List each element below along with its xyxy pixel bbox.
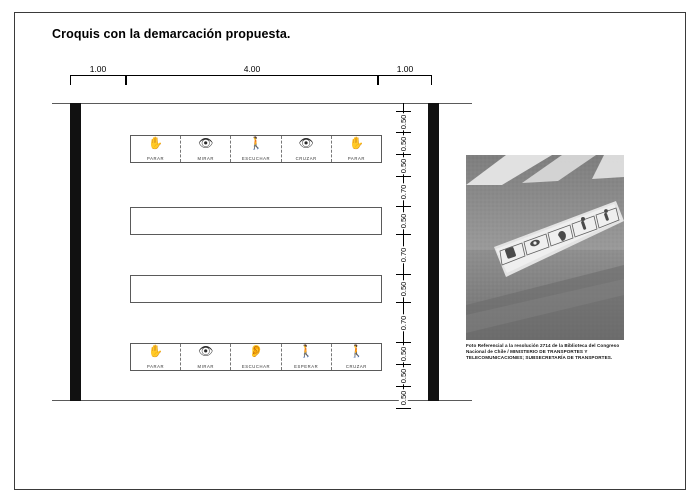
dimension-label [392,315,414,331]
dimension-value: 0.50 [398,368,408,384]
dimension-line [70,75,126,76]
pictogram-cell [181,136,231,162]
dimension-tick [396,408,411,409]
dimension-line [126,75,378,76]
dimension-segment [378,62,432,88]
kerb-right [428,103,439,401]
pictogram-cell [332,344,381,370]
pictogram-word: PARAR [147,364,165,369]
ear-listen-icon: 👂 [248,344,264,358]
pictogram-cell [282,344,332,370]
dimension-segment [392,387,414,409]
dimension-value: 0.70 [398,315,408,331]
pictogram-cell [332,136,381,162]
dimension-value: 0.50 [398,158,408,174]
dimension-value: 0.50 [398,281,408,297]
vertical-dimension-chain [392,103,414,406]
dimension-label [392,158,414,174]
pedestrian-cross-icon: 🚶 [348,344,364,358]
pedestrian-wait-icon: 🚶 [298,344,314,358]
eye-look-icon: 👁 [198,136,214,150]
pictogram-word: CRUZAR [295,156,317,161]
dimension-tick [396,111,411,112]
pictogram-word: ESCUCHAR [241,156,271,161]
pictogram-word: ESPERAR [294,364,319,369]
pedestrian-icon: 🚶 [248,136,264,150]
dimension-segment [392,275,414,303]
dimension-label [392,114,414,130]
dimension-segment [392,207,414,235]
dimension-segment [70,62,126,88]
dimension-value: 4.00 [241,64,264,75]
dimension-value: 1.00 [87,64,110,75]
pictogram-row [131,136,381,162]
dimension-value: 0.50 [398,390,408,406]
page-title: Croquis con la demarcación propuesta. [52,27,291,41]
dimension-label [392,247,414,263]
dimension-value: 1.00 [394,64,417,75]
pictogram-word: ESCUCHAR [241,364,271,369]
dimension-segment [392,343,414,365]
dimension-label [126,64,378,75]
dimension-value: 0.50 [398,213,408,229]
dimension-label [392,281,414,297]
dimension-label [392,368,414,384]
eye-look-icon: 👁 [198,344,214,358]
dimension-label [392,390,414,406]
photo-caption: Foto Referencial a la resolución 2714 de la Biblioteca del Congreso Nacional de Chile / MINISTERIO DE TRANSPORTES Y TELECOMUNICACIONES; SUBSECRETARÍA DE TRANSPORTES. [466,343,620,361]
dimension-value: 0.50 [398,114,408,130]
dimension-label [392,346,414,362]
crosswalk-stripe-3 [130,275,382,303]
pictogram-cell [131,136,181,162]
dimension-label [392,213,414,229]
crosswalk-stripe-top [130,135,382,163]
dimension-value: 0.70 [398,247,408,263]
dimension-label [378,64,432,75]
dimension-line [378,75,432,76]
reference-photo [466,155,624,340]
reference-photo-panel [466,155,624,361]
pictogram-cell [282,136,332,162]
dimension-segment [392,235,414,275]
hand-stop-icon: ✋ [148,344,164,358]
dimension-label [392,136,414,152]
pictogram-cell [131,344,181,370]
pictogram-word: MIRAR [197,364,215,369]
dimension-segment [392,177,414,207]
crosswalk-stripe-bottom [130,343,382,371]
pictogram-word: PARAR [147,156,165,161]
dimension-value: 0.50 [398,346,408,362]
dimension-segment [392,111,414,133]
kerb-left [70,103,81,401]
eye-cross-icon: 👁 [298,136,314,150]
pictogram-word: CRUZAR [345,364,367,369]
dimension-value: 0.50 [398,136,408,152]
dimension-label [392,184,414,200]
pictogram-cell [231,136,281,162]
dimension-segment [126,62,378,88]
crosswalk-stripe-2 [130,207,382,235]
pictogram-cell [181,344,231,370]
pictogram-row [131,344,381,370]
dimension-label [70,64,126,75]
photo-graphic [466,155,624,340]
dimension-segment [392,133,414,155]
horizontal-dimension-chain [70,62,432,88]
hand-stop-icon: ✋ [148,136,164,150]
pictogram-word: PARAR [347,156,365,161]
dimension-segment [392,303,414,343]
pictogram-word: MIRAR [197,156,215,161]
hand-icon: ✋ [348,136,364,150]
dimension-segment [392,365,414,387]
dimension-segment [392,155,414,177]
dimension-value: 0.70 [398,184,408,200]
pictogram-cell [231,344,281,370]
